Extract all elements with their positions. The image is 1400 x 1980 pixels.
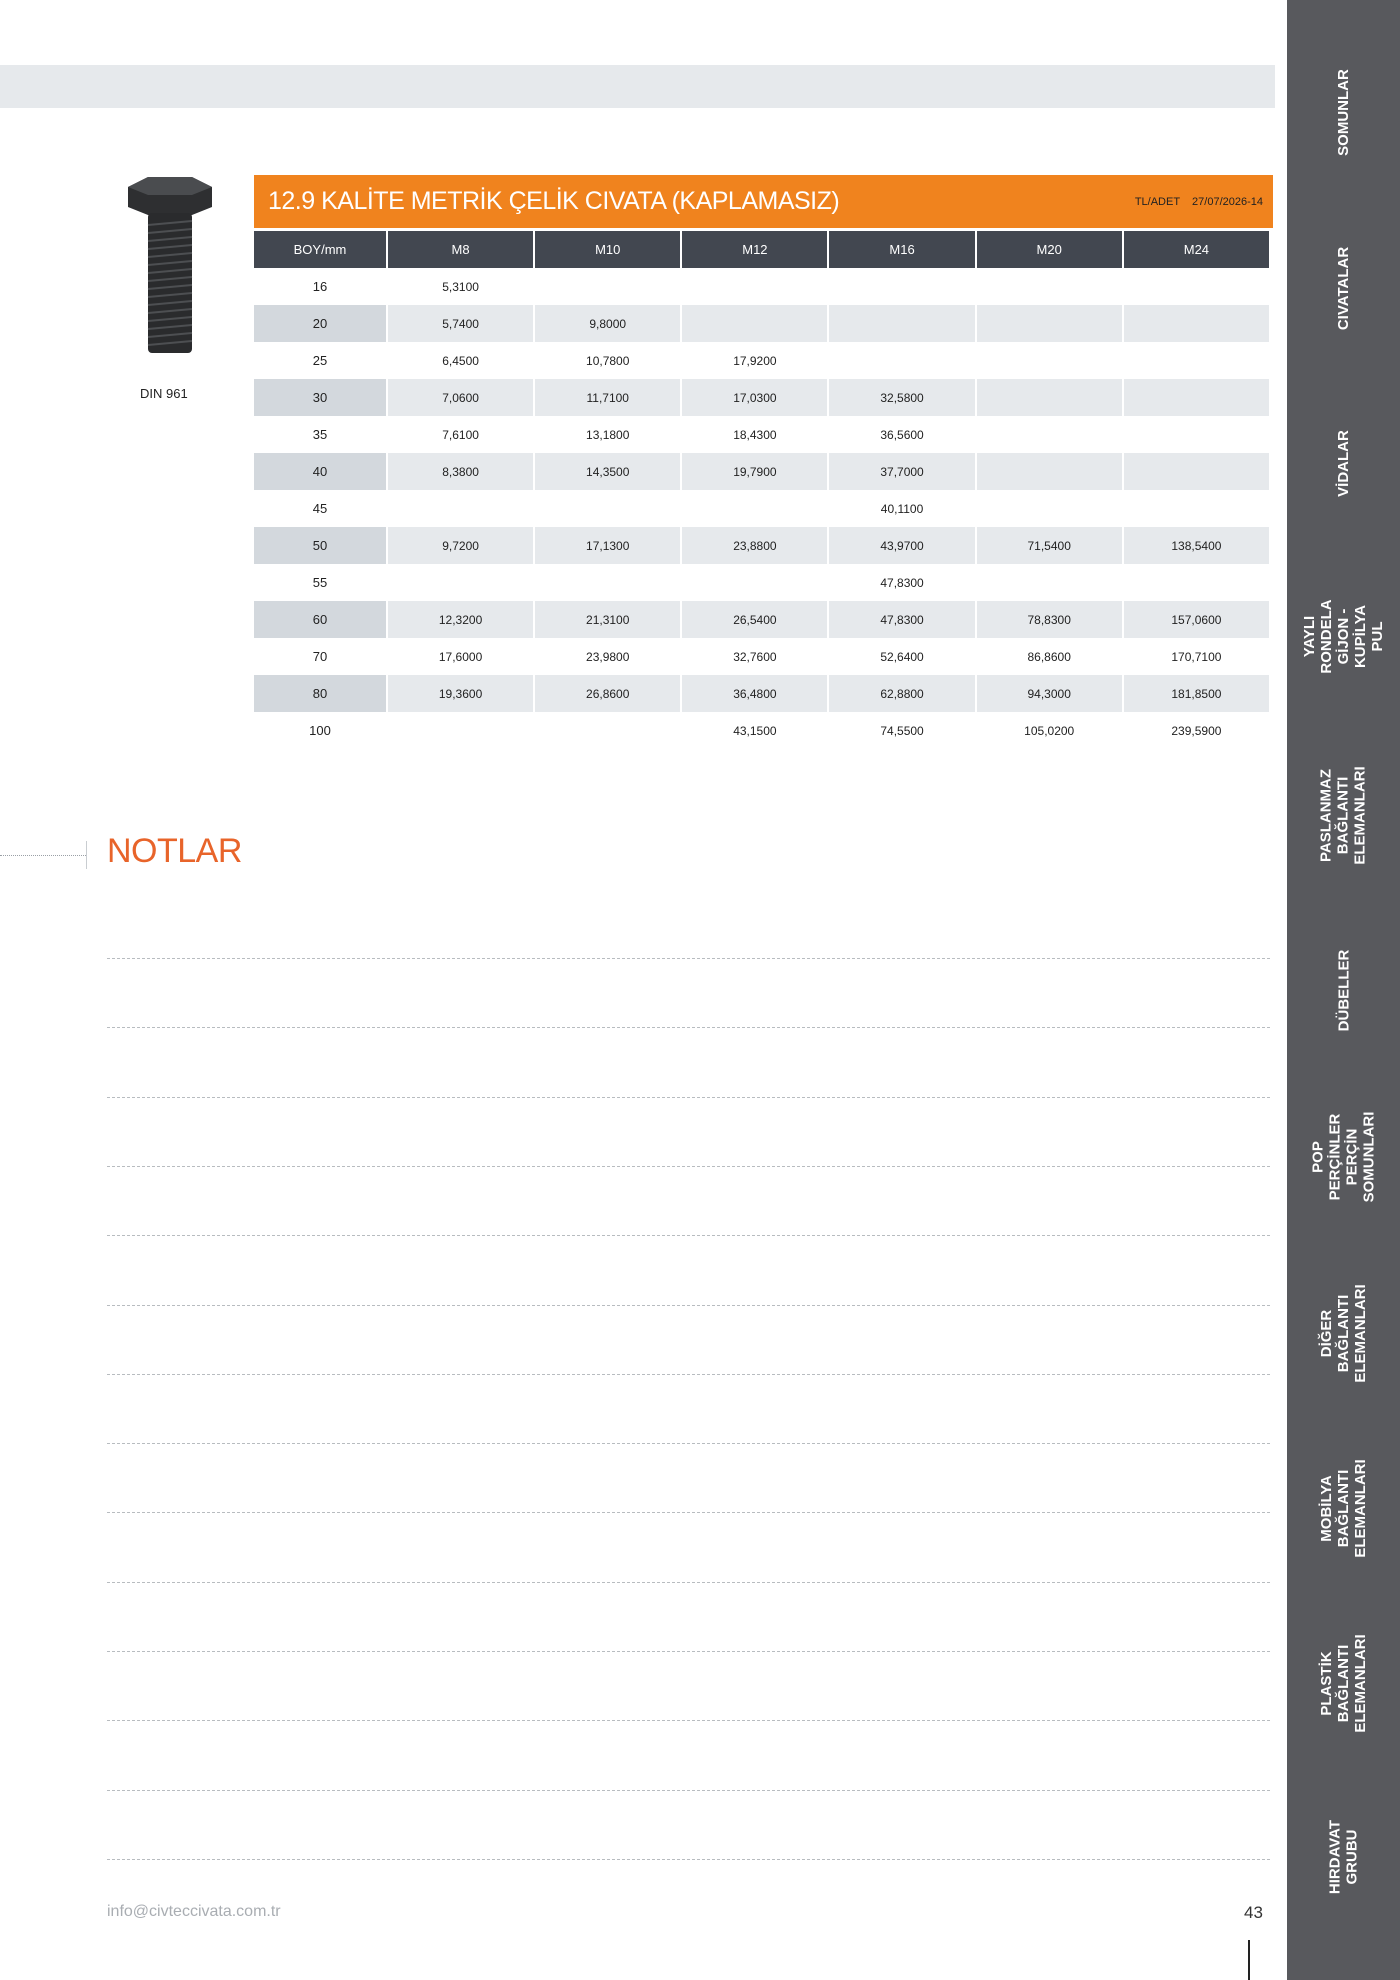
column-header: M16	[829, 231, 974, 268]
sidebar-item[interactable]	[1287, 1097, 1400, 1217]
boy-cell: 80	[254, 675, 386, 712]
page-marker	[1248, 1940, 1250, 1980]
price-cell	[682, 305, 827, 342]
price-cell: 7,6100	[388, 416, 533, 453]
price-cell	[977, 379, 1122, 416]
sidebar-item-label: PLASTİK BAĞLANTI ELEMANLARI	[1318, 1633, 1369, 1733]
price-cell: 43,9700	[829, 527, 974, 564]
price-cell: 17,0300	[682, 379, 827, 416]
boy-cell: 20	[254, 305, 386, 342]
price-cell: 10,7800	[535, 342, 680, 379]
sidebar-item[interactable]	[1287, 403, 1400, 523]
price-cell: 6,4500	[388, 342, 533, 379]
price-cell	[1124, 564, 1269, 601]
price-cell: 17,9200	[682, 342, 827, 379]
boy-cell: 55	[254, 564, 386, 601]
price-cell: 14,3500	[535, 453, 680, 490]
footer-email[interactable]: info@civteccivata.com.tr	[107, 1903, 281, 1920]
price-cell	[977, 453, 1122, 490]
sidebar-item[interactable]	[1287, 1623, 1400, 1743]
sidebar-item-label: VİDALAR	[1334, 429, 1352, 497]
price-cell: 8,3800	[388, 453, 533, 490]
note-line	[107, 1512, 1270, 1513]
price-cell	[535, 712, 680, 749]
note-line	[107, 1305, 1270, 1306]
price-cell	[977, 268, 1122, 305]
notes-divider	[0, 855, 86, 856]
price-cell	[388, 712, 533, 749]
top-band	[0, 65, 1275, 108]
boy-cell: 100	[254, 712, 386, 749]
sidebar-item[interactable]	[1287, 1448, 1400, 1568]
price-cell: 78,8300	[977, 601, 1122, 638]
price-cell: 11,7100	[535, 379, 680, 416]
price-cell	[535, 564, 680, 601]
table-header-row	[254, 231, 1269, 268]
price-cell: 105,0200	[977, 712, 1122, 749]
price-cell: 13,1800	[535, 416, 680, 453]
price-cell	[829, 268, 974, 305]
table-row	[254, 601, 1269, 638]
note-line	[107, 1720, 1270, 1721]
price-cell	[682, 268, 827, 305]
price-cell	[682, 564, 827, 601]
price-cell: 36,4800	[682, 675, 827, 712]
table-title: 12.9 KALİTE METRİK ÇELİK CIVATA (KAPLAMASIZ)	[268, 187, 840, 215]
table-row	[254, 490, 1269, 527]
price-cell: 47,8300	[829, 564, 974, 601]
notes-title: NOTLAR	[107, 832, 242, 870]
price-cell	[1124, 379, 1269, 416]
price-cell	[682, 490, 827, 527]
price-cell	[977, 490, 1122, 527]
boy-cell: 45	[254, 490, 386, 527]
price-cell: 26,5400	[682, 601, 827, 638]
page-number: 43	[1244, 1903, 1263, 1922]
note-line	[107, 1443, 1270, 1444]
sidebar-item-label: SOMUNLAR	[1334, 68, 1352, 156]
price-cell: 71,5400	[977, 527, 1122, 564]
note-line	[107, 958, 1270, 959]
price-cell	[977, 305, 1122, 342]
price-cell: 86,8600	[977, 638, 1122, 675]
sidebar-item[interactable]	[1287, 52, 1400, 172]
table-row	[254, 712, 1269, 749]
table-row	[254, 342, 1269, 379]
column-header: M20	[977, 231, 1122, 268]
column-header: M12	[682, 231, 827, 268]
table-row	[254, 379, 1269, 416]
sidebar-item[interactable]	[1287, 1797, 1400, 1917]
sidebar-item[interactable]	[1287, 1273, 1400, 1393]
price-table	[252, 231, 1271, 749]
price-cell	[535, 490, 680, 527]
price-cell	[388, 490, 533, 527]
price-cell	[1124, 453, 1269, 490]
price-cell: 239,5900	[1124, 712, 1269, 749]
price-cell	[829, 305, 974, 342]
boy-cell: 16	[254, 268, 386, 305]
column-header: M10	[535, 231, 680, 268]
table-row	[254, 268, 1269, 305]
table-row	[254, 675, 1269, 712]
price-cell: 43,1500	[682, 712, 827, 749]
price-cell: 26,8600	[535, 675, 680, 712]
price-cell: 5,7400	[388, 305, 533, 342]
sidebar-item-label: POP PERÇİNLER PERÇİN SOMUNLARI	[1309, 1111, 1378, 1203]
price-cell: 32,5800	[829, 379, 974, 416]
price-cell: 62,8800	[829, 675, 974, 712]
price-cell: 23,8800	[682, 527, 827, 564]
price-cell	[1124, 490, 1269, 527]
price-cell: 19,3600	[388, 675, 533, 712]
note-line	[107, 1374, 1270, 1375]
price-cell: 181,8500	[1124, 675, 1269, 712]
sidebar-item[interactable]	[1287, 228, 1400, 348]
table-row	[254, 527, 1269, 564]
price-cell: 5,3100	[388, 268, 533, 305]
unit-label: TL/ADET	[1134, 195, 1181, 208]
sidebar-item-label: HIRDAVAT GRUBU	[1326, 1819, 1361, 1895]
table-row	[254, 416, 1269, 453]
sidebar-item-label: DİĞER BAĞLANTI ELEMANLARI	[1318, 1283, 1369, 1383]
column-header: M8	[388, 231, 533, 268]
notes-bar	[86, 841, 87, 869]
boy-cell: 25	[254, 342, 386, 379]
table-row	[254, 564, 1269, 601]
note-line	[107, 1097, 1270, 1098]
column-header: BOY/mm	[254, 231, 386, 268]
sidebar-item-label: YAYLI RONDELA GİJON - KUPİLYA PUL	[1301, 598, 1386, 674]
price-cell	[388, 564, 533, 601]
price-table-block	[254, 175, 1273, 749]
price-cell	[977, 564, 1122, 601]
price-cell: 9,8000	[535, 305, 680, 342]
price-cell: 18,4300	[682, 416, 827, 453]
note-line	[107, 1790, 1270, 1791]
standard-label: DIN 961	[140, 386, 188, 401]
price-cell	[1124, 268, 1269, 305]
price-cell: 40,1100	[829, 490, 974, 527]
sidebar-item-label: DÜBELLER	[1334, 949, 1352, 1031]
price-cell: 17,1300	[535, 527, 680, 564]
price-cell	[829, 342, 974, 379]
table-row	[254, 638, 1269, 675]
price-cell: 7,0600	[388, 379, 533, 416]
date-label: 27/07/2026-14	[1192, 195, 1263, 208]
note-line	[107, 1235, 1270, 1236]
sidebar-item-label: PASLANMAZ BAĞLANTI ELEMANLARI	[1317, 765, 1369, 865]
price-cell	[977, 416, 1122, 453]
sidebar-item[interactable]	[1287, 930, 1400, 1050]
price-cell: 47,8300	[829, 601, 974, 638]
table-row	[254, 305, 1269, 342]
hex-bolt-icon	[120, 175, 220, 355]
price-cell	[977, 342, 1122, 379]
sidebar-item[interactable]	[1287, 755, 1400, 875]
price-cell: 94,3000	[977, 675, 1122, 712]
price-cell: 12,3200	[388, 601, 533, 638]
boy-cell: 30	[254, 379, 386, 416]
category-sidebar	[1287, 0, 1400, 1980]
boy-cell: 60	[254, 601, 386, 638]
price-cell: 52,6400	[829, 638, 974, 675]
price-cell: 157,0600	[1124, 601, 1269, 638]
boy-cell: 35	[254, 416, 386, 453]
price-cell: 17,6000	[388, 638, 533, 675]
note-line	[107, 1027, 1270, 1028]
price-cell	[1124, 416, 1269, 453]
column-header: M24	[1124, 231, 1269, 268]
price-cell	[1124, 342, 1269, 379]
table-title-bar	[254, 175, 1273, 228]
boy-cell: 50	[254, 527, 386, 564]
sidebar-item-label: CIVATALAR	[1334, 246, 1352, 330]
note-line	[107, 1859, 1270, 1860]
note-line	[107, 1651, 1270, 1652]
boy-cell: 70	[254, 638, 386, 675]
note-line	[107, 1166, 1270, 1167]
price-cell: 9,7200	[388, 527, 533, 564]
sidebar-item[interactable]	[1287, 576, 1400, 696]
price-cell: 36,5600	[829, 416, 974, 453]
table-row	[254, 453, 1269, 490]
boy-cell: 40	[254, 453, 386, 490]
price-cell: 23,9800	[535, 638, 680, 675]
price-cell: 19,7900	[682, 453, 827, 490]
sidebar-item-label: MOBİLYA BAĞLANTI ELEMANLARI	[1318, 1458, 1369, 1558]
price-cell	[535, 268, 680, 305]
table-meta	[1135, 196, 1263, 208]
price-cell: 138,5400	[1124, 527, 1269, 564]
price-cell: 74,5500	[829, 712, 974, 749]
price-cell	[1124, 305, 1269, 342]
price-cell: 21,3100	[535, 601, 680, 638]
note-line	[107, 1582, 1270, 1583]
price-cell: 37,7000	[829, 453, 974, 490]
price-cell: 32,7600	[682, 638, 827, 675]
price-cell: 170,7100	[1124, 638, 1269, 675]
